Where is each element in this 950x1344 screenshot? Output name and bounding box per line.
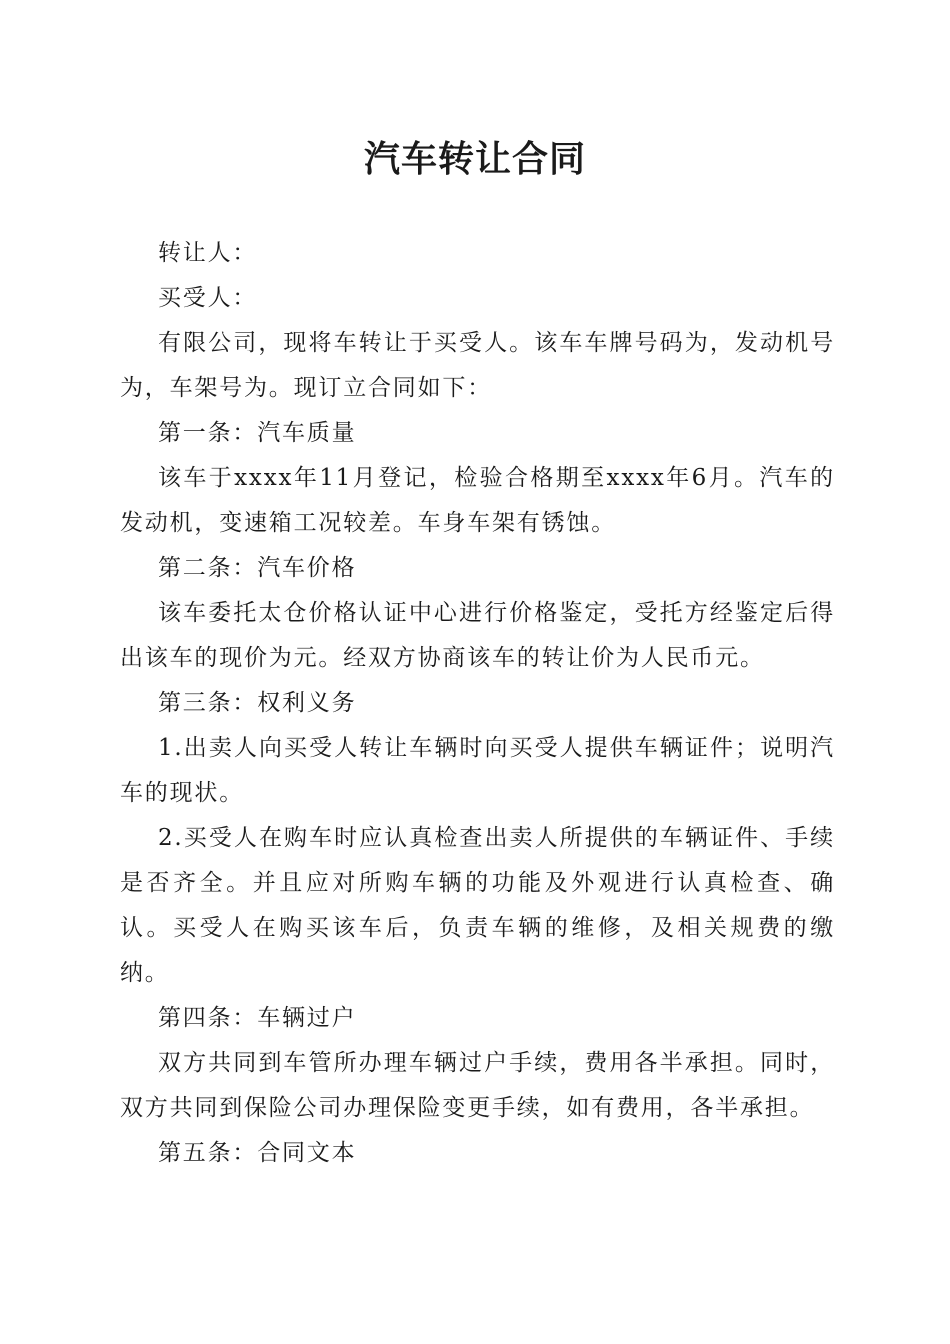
article-4-heading: 第四条：车辆过户 <box>158 1005 357 1031</box>
buyer-line: 买受人： <box>158 285 258 311</box>
document-body <box>120 231 835 1176</box>
article-3-heading: 第三条：权利义务 <box>158 690 357 716</box>
transferor-line: 转让人： <box>158 240 258 266</box>
article-2-heading: 第二条：汽车价格 <box>158 555 357 581</box>
article-5-heading: 第五条：合同文本 <box>158 1140 357 1166</box>
article-1-text: 该车于xxxx年11月登记，检验合格期至xxxx年6月。汽车的发动机，变速箱工况较差。车身车架有锈蚀。 <box>120 465 835 536</box>
article-3-item-1: 1.出卖人向买受人转让车辆时向买受人提供车辆证件；说明汽车的现状。 <box>120 735 835 806</box>
article-4-text: 双方共同到车管所办理车辆过户手续，费用各半承担。同时，双方共同到保险公司办理保险变更手续，如有费用，各半承担。 <box>120 1050 835 1121</box>
article-3-item-2: 2.买受人在购车时应认真检查出卖人所提供的车辆证件、手续是否齐全。并且应对所购车辆的功能及外观进行认真检查、确认。买受人在购买该车后，负责车辆的维修，及相关规费的缴纳。 <box>120 825 835 986</box>
article-1-heading: 第一条：汽车质量 <box>158 420 357 446</box>
intro-paragraph: 有限公司，现将车转让于买受人。该车车牌号码为，发动机号为，车架号为。现订立合同如下： <box>120 330 835 401</box>
article-2-text: 该车委托太仓价格认证中心进行价格鉴定，受托方经鉴定后得出该车的现价为元。经双方协商该车的转让价为人民币元。 <box>120 600 835 671</box>
document-title: 汽车转让合同 <box>363 138 586 180</box>
